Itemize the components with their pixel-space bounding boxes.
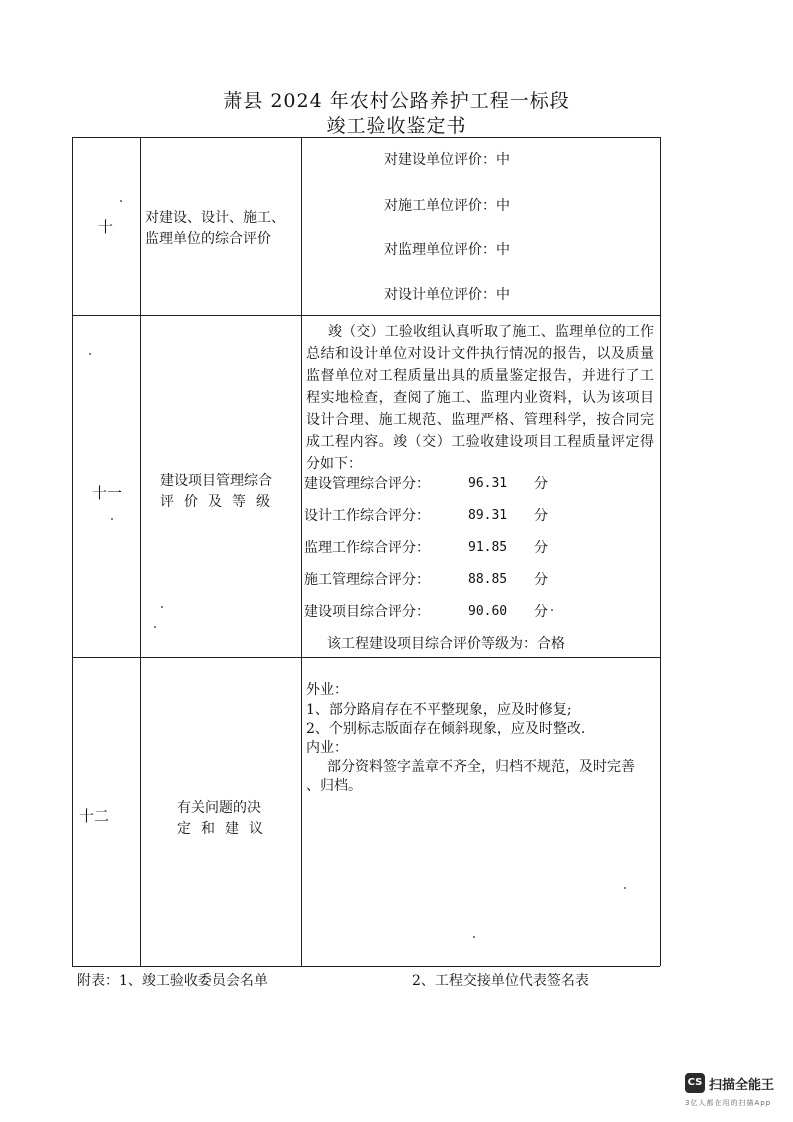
score-label: 施工管理综合评分： [304,572,430,588]
section-label: 建设项目管理综合 [160,473,272,489]
scan-speck [473,936,475,938]
issue-line: 内业： [306,740,348,756]
watermark-name: 扫描全能王 [709,1078,775,1093]
section-label: 有关问题的决 [177,800,261,816]
score-label: 设计工作综合评分： [304,508,430,524]
scan-speck [624,887,626,889]
score-unit: 分 [534,508,548,524]
camscanner-logo-icon: CS [685,1073,705,1093]
evaluation-item: 对监理单位评价：中 [384,242,510,258]
document-subtitle: 竣工验收鉴定书 [326,115,467,137]
section-label: 监理单位的综合评价 [145,231,271,247]
scan-speck [111,518,113,520]
score-unit: 分 [534,476,548,492]
score-value: 88.85 [468,572,508,587]
issue-line: 1、部分路肩存在不平整现象，应及时修复; [306,702,572,718]
section-label: 定和建议 [177,821,273,837]
table-border-bottom [72,966,660,967]
score-label: 建设管理综合评分： [304,476,430,492]
attachment-note: 2、工程交接单位代表签名表 [412,973,589,989]
score-label: 建设项目综合评分： [304,604,430,620]
scan-speck [89,353,91,355]
section-number: 十 [98,218,114,236]
table-border-right [660,137,661,966]
issue-line: 外业： [306,682,348,698]
column-divider [301,137,302,966]
score-value: 90.60 [468,604,508,619]
score-unit: 分 [534,540,548,556]
table-border-left [72,137,73,966]
score-label: 监理工作综合评分： [304,540,430,556]
issue-line: 2、个别标志版面存在倾斜现象，应及时整改. [306,721,586,737]
score-value: 91.85 [468,540,508,555]
scan-speck [161,606,163,608]
scan-speck [551,609,553,611]
issue-line: 部分资料签字盖章不齐全，归档不规范，及时完善 [327,759,635,775]
section-number: 十一 [92,484,123,502]
watermark-tagline: 3亿人都在用的扫描App [685,1099,772,1107]
evaluation-item: 对施工单位评价：中 [384,198,510,214]
score-value: 96.31 [468,476,508,491]
scan-speck [154,626,156,628]
section-number: 十二 [79,807,110,825]
row-divider [72,657,660,658]
section-label: 评价及等级 [160,494,280,510]
scan-speck [120,200,122,202]
evaluation-item: 对建设单位评价：中 [384,152,510,168]
document-title: 萧县 2024 年农村公路养护工程一标段 [223,90,570,112]
score-unit: 分 [534,572,548,588]
score-unit: 分 [534,604,548,620]
overall-grade: 该工程建设项目综合评价等级为：合格 [327,636,565,652]
column-divider [140,137,141,966]
attachment-note: 附表：1、竣工验收委员会名单 [77,973,268,989]
section-label: 对建设、设计、施工、 [145,210,285,226]
acceptance-summary: 竣（交）工验收组认真听取了施工、监理单位的工作总结和设计单位对设计文件执行情况的报告，以及质量监督单位对工程质量出具的质量鉴定报告，并进行了工程实地检查，查阅了施工、监理内业资料，认为该项目设计合理、施工规范、监理严格、管理科学，按合同完成工程内容。竣（交）工验收建设项目工程质量评定得分如下： [306,324,654,472]
evaluation-item: 对设计单位评价：中 [384,287,510,303]
issue-line: 、归档。 [306,778,362,794]
table-border-top [72,137,660,138]
score-value: 89.31 [468,508,508,523]
row-divider [72,315,660,316]
